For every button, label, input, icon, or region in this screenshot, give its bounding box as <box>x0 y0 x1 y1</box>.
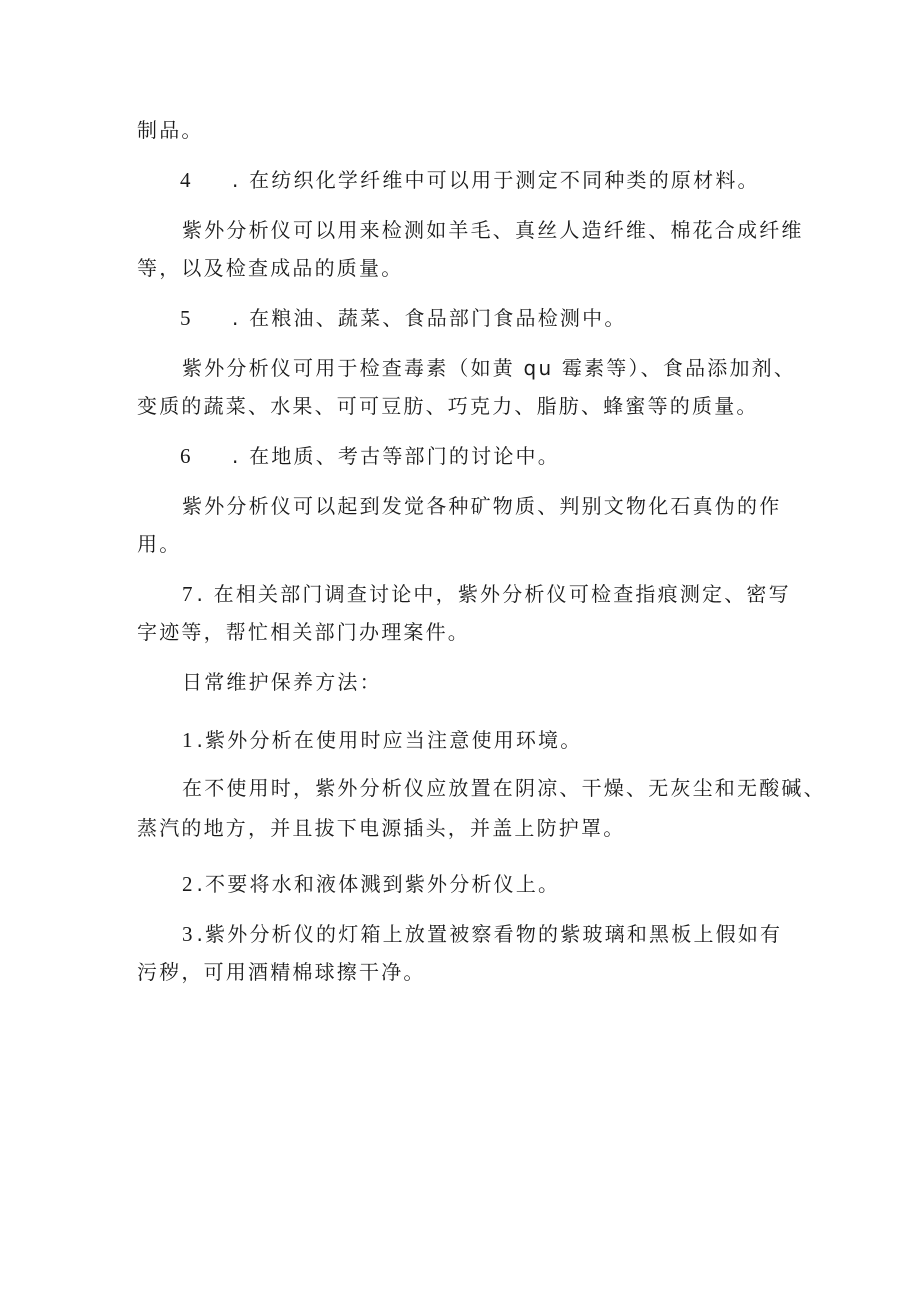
paragraph-line: 字迹等，帮忙相关部门办理案件。 <box>137 620 470 644</box>
maintenance-item-3 <box>182 920 782 948</box>
list-number: 7 <box>182 582 193 606</box>
list-item-6 <box>180 442 560 470</box>
list-item-4 <box>180 166 760 194</box>
paragraph-line: 在不使用时，紫外分析仪应放置在阴凉、干燥、无灰尘和无酸碱、 <box>182 776 826 800</box>
list-item-5 <box>180 304 627 332</box>
section-heading: 日常维护保养方法： <box>182 670 382 694</box>
paragraph-line: 蒸汽的地方，并且拔下电源插头，并盖上防护罩。 <box>137 816 626 840</box>
paragraph-line: 紫外分析仪可用于检查毒素（如黄 qu 霉素等）、食品添加剂、 <box>182 356 797 380</box>
paragraph-line: 用。 <box>137 532 182 556</box>
list-item-text: .不要将水和液体溅到紫外分析仪上。 <box>196 872 561 896</box>
list-number: 5 <box>180 306 191 330</box>
paragraph-line: 污秽，可用酒精棉球擦干净。 <box>137 960 426 984</box>
paragraph-line: 变质的蔬菜、水果、可可豆肪、巧克力、脂肪、蜂蜜等的质量。 <box>137 394 759 418</box>
list-item-7 <box>182 580 791 608</box>
list-item-text: . 在纺织化学纤维中可以用于测定不同种类的原材料。 <box>232 168 760 192</box>
list-item-text: . 在粮油、蔬菜、食品部门食品检测中。 <box>232 306 627 330</box>
list-item-text: .紫外分析仪的灯箱上放置被察看物的紫玻璃和黑板上假如有 <box>196 922 783 946</box>
list-item-text: . 在地质、考古等部门的讨论中。 <box>232 444 560 468</box>
list-number: 2 <box>182 872 193 896</box>
paragraph-line: 紫外分析仪可以起到发觉各种矿物质、判别文物化石真伪的作 <box>182 494 782 518</box>
paragraph-line: 等，以及检查成品的质量。 <box>137 256 404 280</box>
list-item-text: .紫外分析在使用时应当注意使用环境。 <box>196 728 583 752</box>
maintenance-item-1 <box>182 726 582 754</box>
maintenance-item-2 <box>182 870 560 898</box>
list-number: 4 <box>180 168 191 192</box>
list-number: 3 <box>182 922 193 946</box>
list-number: 6 <box>180 444 191 468</box>
list-number: 1 <box>182 728 193 752</box>
paragraph-line: 紫外分析仪可以用来检测如羊毛、真丝人造纤维、棉花合成纤维 <box>182 218 804 242</box>
list-item-text: . 在相关部门调查讨论中，紫外分析仪可检查指痕测定、密写 <box>196 582 791 606</box>
paragraph-tail: 制品。 <box>137 118 204 142</box>
